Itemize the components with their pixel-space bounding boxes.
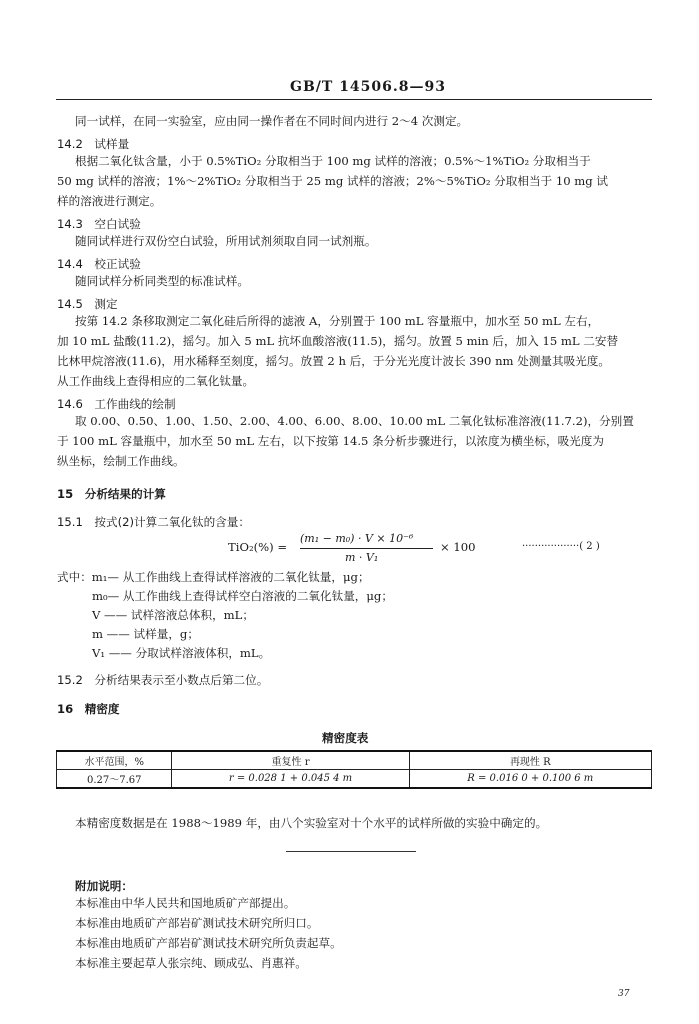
paragraph-line: 同一试样，在同一实验室，应由同一操作者在不同时间内进行 2～4 次测定。 — [75, 114, 469, 128]
table-header-cell: 水平范围，% — [57, 751, 172, 770]
table-row — [57, 770, 652, 789]
section-heading-15-1: 15.1 按式(2)计算二氧化钛的含量： — [57, 515, 250, 529]
section-heading-14-6: 14.6 工作曲线的绘制 — [57, 397, 176, 411]
header-rule — [56, 99, 652, 100]
section-heading-15-2: 15.2 分析结果表示至小数点后第二位。 — [57, 673, 269, 687]
table-header-row — [57, 751, 652, 770]
formula-lhs: TiO₂(%) = — [228, 540, 288, 554]
formula-tail: × 100 — [440, 540, 476, 554]
section-heading-16: 16 精密度 — [57, 702, 120, 716]
paragraph-line: 根据二氧化钛含量，小于 0.5%TiO₂ 分取相当于 100 mg 试样的溶液；0.5%～1%TiO₂ 分取相当于 — [75, 154, 591, 168]
paragraph-line: 随同试样分析同类型的标准试样。 — [75, 274, 249, 288]
formula-number: ··················( 2 ) — [522, 541, 600, 552]
table-cell: R = 0.016 0 + 0.100 6 m — [409, 770, 651, 789]
where-line: V —— 试样溶液总体积，mL； — [92, 608, 254, 622]
paragraph-line: 随同试样进行双份空白试验，所用试剂须取自同一试剂瓶。 — [75, 234, 377, 248]
formula-numerator: (m₁ − m₀) · V × 10⁻⁶ — [300, 532, 414, 545]
formula-denominator: m · V₁ — [345, 551, 379, 564]
where-line: m —— 试样量，g； — [92, 627, 199, 641]
table-header-cell: 重复性 r — [172, 751, 409, 770]
where-line: V₁ —— 分取试样溶液体积，mL。 — [92, 646, 271, 660]
section-divider — [286, 851, 416, 852]
precision-table — [56, 750, 652, 789]
paragraph-line: 样的溶液进行测定。 — [57, 194, 162, 208]
table-cell: 0.27～7.67 — [57, 770, 172, 789]
table-header-cell: 再现性 R — [409, 751, 651, 770]
note-line: 本标准主要起草人张宗纯、顾成弘、肖惠祥。 — [75, 956, 307, 970]
where-line: m₀— 从工作曲线上查得试样空白溶液的二氧化钛量，μg； — [92, 589, 393, 603]
paragraph-line: 纵坐标，绘制工作曲线。 — [57, 454, 185, 468]
where-line: 式中：m₁— 从工作曲线上查得试样溶液的二氧化钛量，μg； — [57, 570, 370, 584]
table-cell: r = 0.028 1 + 0.045 4 m — [172, 770, 409, 789]
page-number: 37 — [618, 989, 630, 999]
formula-fraction-bar — [300, 548, 433, 549]
note-line: 本标准由中华人民共和国地质矿产部提出。 — [75, 896, 296, 910]
note-line: 本标准由地质矿产部岩矿测试技术研究所负责起草。 — [75, 936, 342, 950]
section-heading-14-3: 14.3 空白试验 — [57, 217, 141, 231]
paragraph-line: 比林甲烷溶液(11.6)，用水稀释至刻度，摇匀。放置 2 h 后，于分光光度计波长 390 nm 处测量其吸光度。 — [57, 354, 610, 368]
section-heading-14-5: 14.5 测定 — [57, 297, 118, 311]
paragraph-line: 按第 14.2 条移取测定二氧化硅后所得的滤液 A，分别置于 100 mL 容量瓶中，加水至 50 mL 左右， — [75, 314, 600, 328]
standard-number-header: GB/T 14506.8—93 — [290, 79, 446, 95]
section-heading-14-4: 14.4 校正试验 — [57, 257, 141, 271]
paragraph-line: 本精密度数据是在 1988～1989 年，由八个实验室对十个水平的试样所做的实验中确定的。 — [75, 816, 548, 830]
section-heading-14-2: 14.2 试样量 — [57, 137, 130, 151]
paragraph-line: 于 100 mL 容量瓶中，加水至 50 mL 左右，以下按第 14.5 条分析步骤进行，以浓度为横坐标，吸光度为 — [57, 434, 604, 448]
table-title: 精密度表 — [322, 731, 369, 745]
paragraph-line: 50 mg 试样的溶液；1%～2%TiO₂ 分取相当于 25 mg 试样的溶液；2%～5%TiO₂ 分取相当于 10 mg 试 — [57, 174, 608, 188]
section-heading-15: 15 分析结果的计算 — [57, 487, 166, 501]
note-line: 本标准由地质矿产部岩矿测试技术研究所归口。 — [75, 916, 319, 930]
paragraph-line: 从工作曲线上查得相应的二氧化钛量。 — [57, 374, 255, 388]
paragraph-line: 加 10 mL 盐酸(11.2)，摇匀。加入 5 mL 抗坏血酸溶液(11.5)，摇匀。放置 5 min 后，加入 15 mL 二安替 — [57, 334, 619, 348]
notes-title: 附加说明： — [75, 879, 133, 893]
paragraph-line: 取 0.00、0.50、1.00、1.50、2.00、4.00、6.00、8.00、10.00 mL 二氧化钛标准溶液(11.7.2)，分别置 — [75, 414, 634, 428]
